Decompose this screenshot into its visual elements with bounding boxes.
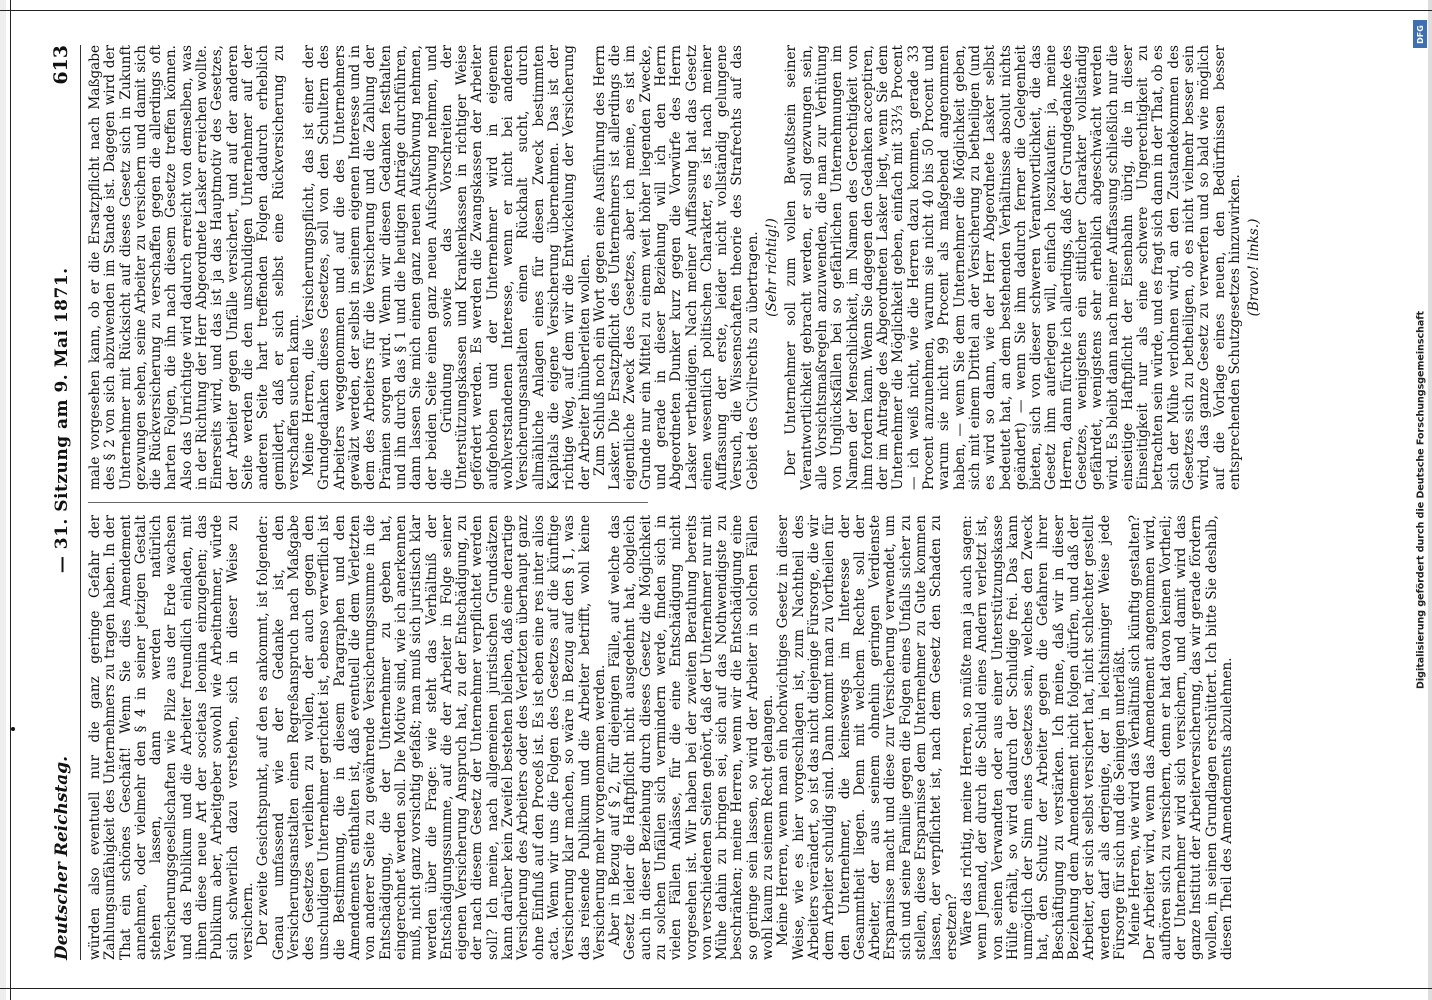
page-header [50, 45, 78, 960]
paragraph: Der zweite Gesichtspunkt, auf den es ankommt, ist folgender: Genau umfassend wie der Gedanke ist, den Versicherungsanstalten einen Regreßanspruch nach Maßgabe des Gesetzes verleihen zu wollen, der auch gegen den unschuldigen Unternehmer gerichtet ist, ebenso verwerflich ist die Bestimmung, die in diesem Paragraphen und den Amendements enthalten ist, daß eventuell die dem Verletzten von anderer Seite zu gewährende Versicherungssumme in die Entschädigung, die der Unternehmer zu geben hat, eingerechnet werden soll. Die Motive sind, wie ich anerkennen muß, nicht ganz vorsichtig gefaßt; man muß sich juristisch klar werden über die Frage: wie steht das Verhältniß der Entschädigungssumme, auf die der Arbeiter in Folge seiner eigenen Versicherung Anspruch hat, zu der Entschädigung, zu der nach diesem Gesetz der Unternehmer verpflichtet werden soll? Ich meine, nach allgemeinen juristischen Grundsätzen kann darüber kein Zweifel bestehen bleiben, daß eine derartige Versicherung des Arbeiters oder des Verletzten überhaupt ganz ohne Einfluß auf den Proceß ist. Es ist eben eine res inter alios acta. Wenn wir uns die Folgen des Gesetzes auf die künftige Versicherung klar machen, so wäre in Bezug auf den § 1, was das reisende Publikum und die Arbeiter betrifft, wohl keine Versicherung mehr vorgenommen werden. [255, 515, 608, 960]
paragraph: Aber in Bezug auf § 2, für diejenigen Fälle, auf welche das Gesetz leider die Haftpflicht nicht ausgedehnt hat, obgleich auch in dieser Beziehung durch dieses Gesetz die Möglichkeit zu solchen Unfällen sich vermindern werde, finden sich in vielen Fällen Anlässe, für die eine Entschädigung nicht vorgesehen ist. Wir haben bei der zweiten Berathung bereits von verschiedenen Seiten gehört, daß der Unternehmer nur mit Mühe dahin zu bringen sei, sich auf das Nothwendigste zu beschränken; meine Herren, wenn wir die Entschädigung eine so geringe sein lassen, so wird der Arbeiter in solchen Fällen wohl kaum zu seinem Recht gelangen. [607, 515, 777, 960]
margin-mark [11, 727, 15, 731]
rotated-page [50, 45, 1330, 960]
interjection: (Bravo! links.) [1246, 218, 1263, 317]
text-column-right [88, 45, 1267, 490]
running-head-publication: Deutscher Reichstag. [52, 755, 72, 960]
scan-border-top [0, 10, 1432, 11]
column-divider [88, 502, 648, 503]
scan-border-bottom [0, 988, 1432, 989]
paragraph: Der Unternehmer soll zum vollen Bewußtsein seiner Verantwortlichkeit gebracht werden, er soll gezwungen sein, alle Vorsichtsmaßregeln anzuwenden, die man zur Verhütung von Unglücksfällen bei so gefährlichen Unternehmungen im Namen der Menschlichkeit, im Namen des Gerechtigkeit von ihm fordern kann. Wenn Sie dagegen den Gedanken acceptiren, der im Antrage des Abgeordneten Lasker liegt, wenn Sie dem Unternehmer die Möglichkeit geben, einfach mit 33⅓ Procent — ich weiß nicht, wie die Herren dazu kommen, gerade 33 Procent anzunehmen, warum sie nicht 40 bis 50 Procent und warum sie nicht 99 Procent als maßgebend angenommen haben, — wenn Sie dem Unternehmer die Möglichkeit geben, sich mit einem Drittel an der Versicherung zu betheiligen (und es wird so dann, wie der Herr Abgeordnete Lasker selbst bedeutet hat, an dem bestehenden Verhältnisse absolut nichts geändert) — wenn Sie ihm dadurch ferner die Gelegenheit bieten, sich von dieser schweren Verantwortlichkeit, die das Gesetz ihm auferlegen will, einfach loszukaufen: ja, meine Herren, dann fürchte ich allerdings, daß der Grundgedanke des Gesetzes, wenigstens ein sittlicher Charakter vollständig gefährdet, wenigstens sehr erheblich abgeschwächt werden wird. Es bleibt dann nach meiner Auffassung schließlich nur die einseitige Haftpflicht der Eisenbahn übrig, die in dieser Einseitigkeit nur als eine schwere Ungerechtigkeit zu betrachten sein würde, und es fragt sich dann in der That, ob es sich der Mühe verlohnen wird, an den Zustandekommen des Gesetzes sich zu betheiligen, ob es nicht vielmehr besser sein wird, das ganze Gesetz zu verwerfen und so bald wie möglich auf die Vorlage eines neuen, den Bedürfnissen besser entsprechenden Schutzgesetzes hinzuwirken. [783, 45, 1243, 490]
page-number: 613 [50, 45, 72, 85]
scan-edge-left [0, 0, 6, 1000]
paragraph: male vorgesehen kann, ob er die Ersatzpflicht nach Maßgabe des § 2 von sich abzuwenden im Stande ist. Dagegen wird der Unternehmer mit Rücksicht auf dieses Gesetz sich in Zukunft gezwungen sehen, seine Arbeiter zu versichern und damit sich die Rückversicherung zu verschaffen gegen die allerdings oft harten Folgen, die ihn nach diesem Gesetze treffen können. Also das Unrichtige wird dadurch erreicht von demselben, was in der Richtung der Herr Abgeordnete Lasker erreichen wollte. Einerseits wird, und das ist ja das Hauptmotiv des Gesetzes, der Arbeiter gegen Unfälle versichert, und auf der anderen Seite werden die den unschuldigen Unternehmer auf der anderen Seite hart treffenden Folgen dadurch erheblich gemildert, daß er sich selbst eine Rückversicherung zu verschaffen suchen kann. [87, 45, 302, 490]
interjection: (Sehr richtig!) [764, 218, 781, 317]
running-head-session: — 31. Sitzung am 9. Mai 1871. [52, 267, 72, 574]
text-column-left [88, 515, 1235, 960]
dfg-logo-text: DFG [1415, 24, 1425, 44]
paragraph: würden also eventuell nur die ganz geringe Gefahr der Zahlungsunfähigkeit des Unternehmers zu tragen haben. In der That ein schönes Geschäft! Wenn Sie dies Amendement annehmen, oder vielmehr den § 4 in seiner jetzigen Gestalt stehen lassen, dann werden natürlich Versicherungsgesellschaften wie Pilze aus der Erde wachsen und das Publikum und die Arbeiter freundlich einladen, mit ihnen diese neue Art der societas leonina einzugehen; das Publikum aber, Arbeitgeber sowohl wie Arbeitnehmer, würde sich schwerlich dazu verstehen, sich in dieser Weise zu versichern. [87, 515, 256, 960]
paragraph: Wäre das richtig, meine Herren, so müßte man ja auch sagen: wenn Jemand, der durch die Schuld eines Andern verletzt ist, von seinen Verwandten oder aus einer Unterstützungskasse Hülfe erhält, so wird dadurch der Schuldige frei. Das kann unmöglich der Sinn eines Gesetzes sein, welches den Zweck hat, den Schutz der Arbeiter gegen die Gefahren ihrer Beschäftigung zu verstärken. Ich meine, daß wir in dieser Beziehung dem Amendement nicht folgen dürfen, und daß der Arbeiter, der sich selbst versichert hat, nicht schlechter gestellt werden darf als derjenige, der in leichtsinniger Weise jede Fürsorge für sich und die Seinigen unterläßt. [958, 515, 1128, 960]
paragraph: Meine Herren, wie wird das Verhältniß sich künftig gestalten? Der Arbeiter wird, wenn das Amendement angenommen wird, aufhören sich zu versichern, denn er hat davon keinen Vortheil; der Unternehmer wird sich versichern, und damit wird das ganze Institut der Arbeiterversicherung, das wir gerade fördern wollen, in seinen Grundlagen erschüttert. Ich bitte Sie deshalb, diesen Theil des Amendements abzulehnen. [1127, 515, 1235, 960]
scan-border-left [10, 0, 11, 1000]
scan-edge-right [1428, 0, 1432, 1000]
dfg-logo [1413, 20, 1427, 48]
digitization-credit: Digitalisierung gefördert durch die Deutsche Forschungsgemeinschaft [1415, 311, 1427, 689]
paragraph: Meine Herren, wenn man ein hochwichtiges Gesetz in dieser Weise, wie es hier vorgeschlagen ist, zum Nachtheil des Arbeiters verändert, so ist das nicht diejenige Fürsorge, die wir dem Arbeiter schuldig sind. Dann kommt man zu Vortheilen für den Unternehmer, die keineswegs im Interesse der Gesammtheit liegen. Denn mit welchem Rechte soll der Arbeiter, der aus seinem ohnehin geringen Verdienste Ersparnisse macht und diese zur Versicherung verwendet, um sich und seine Familie gegen die Folgen eines Unfalls sicher zu stellen, diese Ersparnisse dem Unternehmer zu Gute kommen lassen, der verpflichtet ist, nach dem Gesetz den Schaden zu ersetzen? [775, 515, 960, 960]
header-rule [80, 45, 81, 960]
paragraph: Meine Herren, die Versicherungspflicht, das ist einer der Grundgedanken dieses Gesetzes, soll von den Schultern des Arbeiters weggenommen und auf die des Unternehmers gewälzt werden, der selbst in seinem eigenen Interesse und in dem des Arbeiters für die Versicherung und die Zahlung der Prämien sorgen wird. Wenn wir diesen Gedanken festhalten und ihn durch das § 1 und die heutigen Anträge durchführen, dann lassen Sie mich einen ganz neuen Aufschwung nehmen, der beiden Seite einen ganz neuen Aufschwung nehmen, und die Gründung sowie das Vorschreiten der Unterstützungskassen und Krankenkassen in richtiger Weise gefördert werden. Es werden die Zwangskassen der Arbeiter aufgehoben und der Unternehmer wird in eigenem wohlverstandenen Interesse, wenn er nicht bei anderen Versicherungsanstalten einen Rückhalt sucht, durch allmähliche Anlagen eines für diesen Zweck bestimmten Kapitals die eigene Versicherung übernehmen. Das ist der richtige Weg, auf dem wir die Entwickelung der Versicherung der Arbeiter hinüberleiten wollen. [301, 45, 593, 490]
paragraph: Zum Schluß noch ein Wort gegen eine Ausführung des Herrn Lasker. Die Ersatzpflicht des Unternehmers ist allerdings die eigentliche Zweck des Gesetzes, aber ich meine, es ist im Grunde nur ein Mittel zu einem weit höher liegenden Zwecke, und gerade in dieser Beziehung will ich den Herrn Abgeordneten Dunker kurz gegen die Vorwürfe des Herrn Lasker vertheidigen. Nach meiner Auffassung hat das Gesetz einen wesentlich politischen Charakter, es ist nach meiner Auffassung der erste, leider nicht vollständig gelungene Versuch, die Wissenschaften theorie des Strafrechts auf das Gebiet des Civilrechts zu übertragen. [591, 45, 761, 490]
